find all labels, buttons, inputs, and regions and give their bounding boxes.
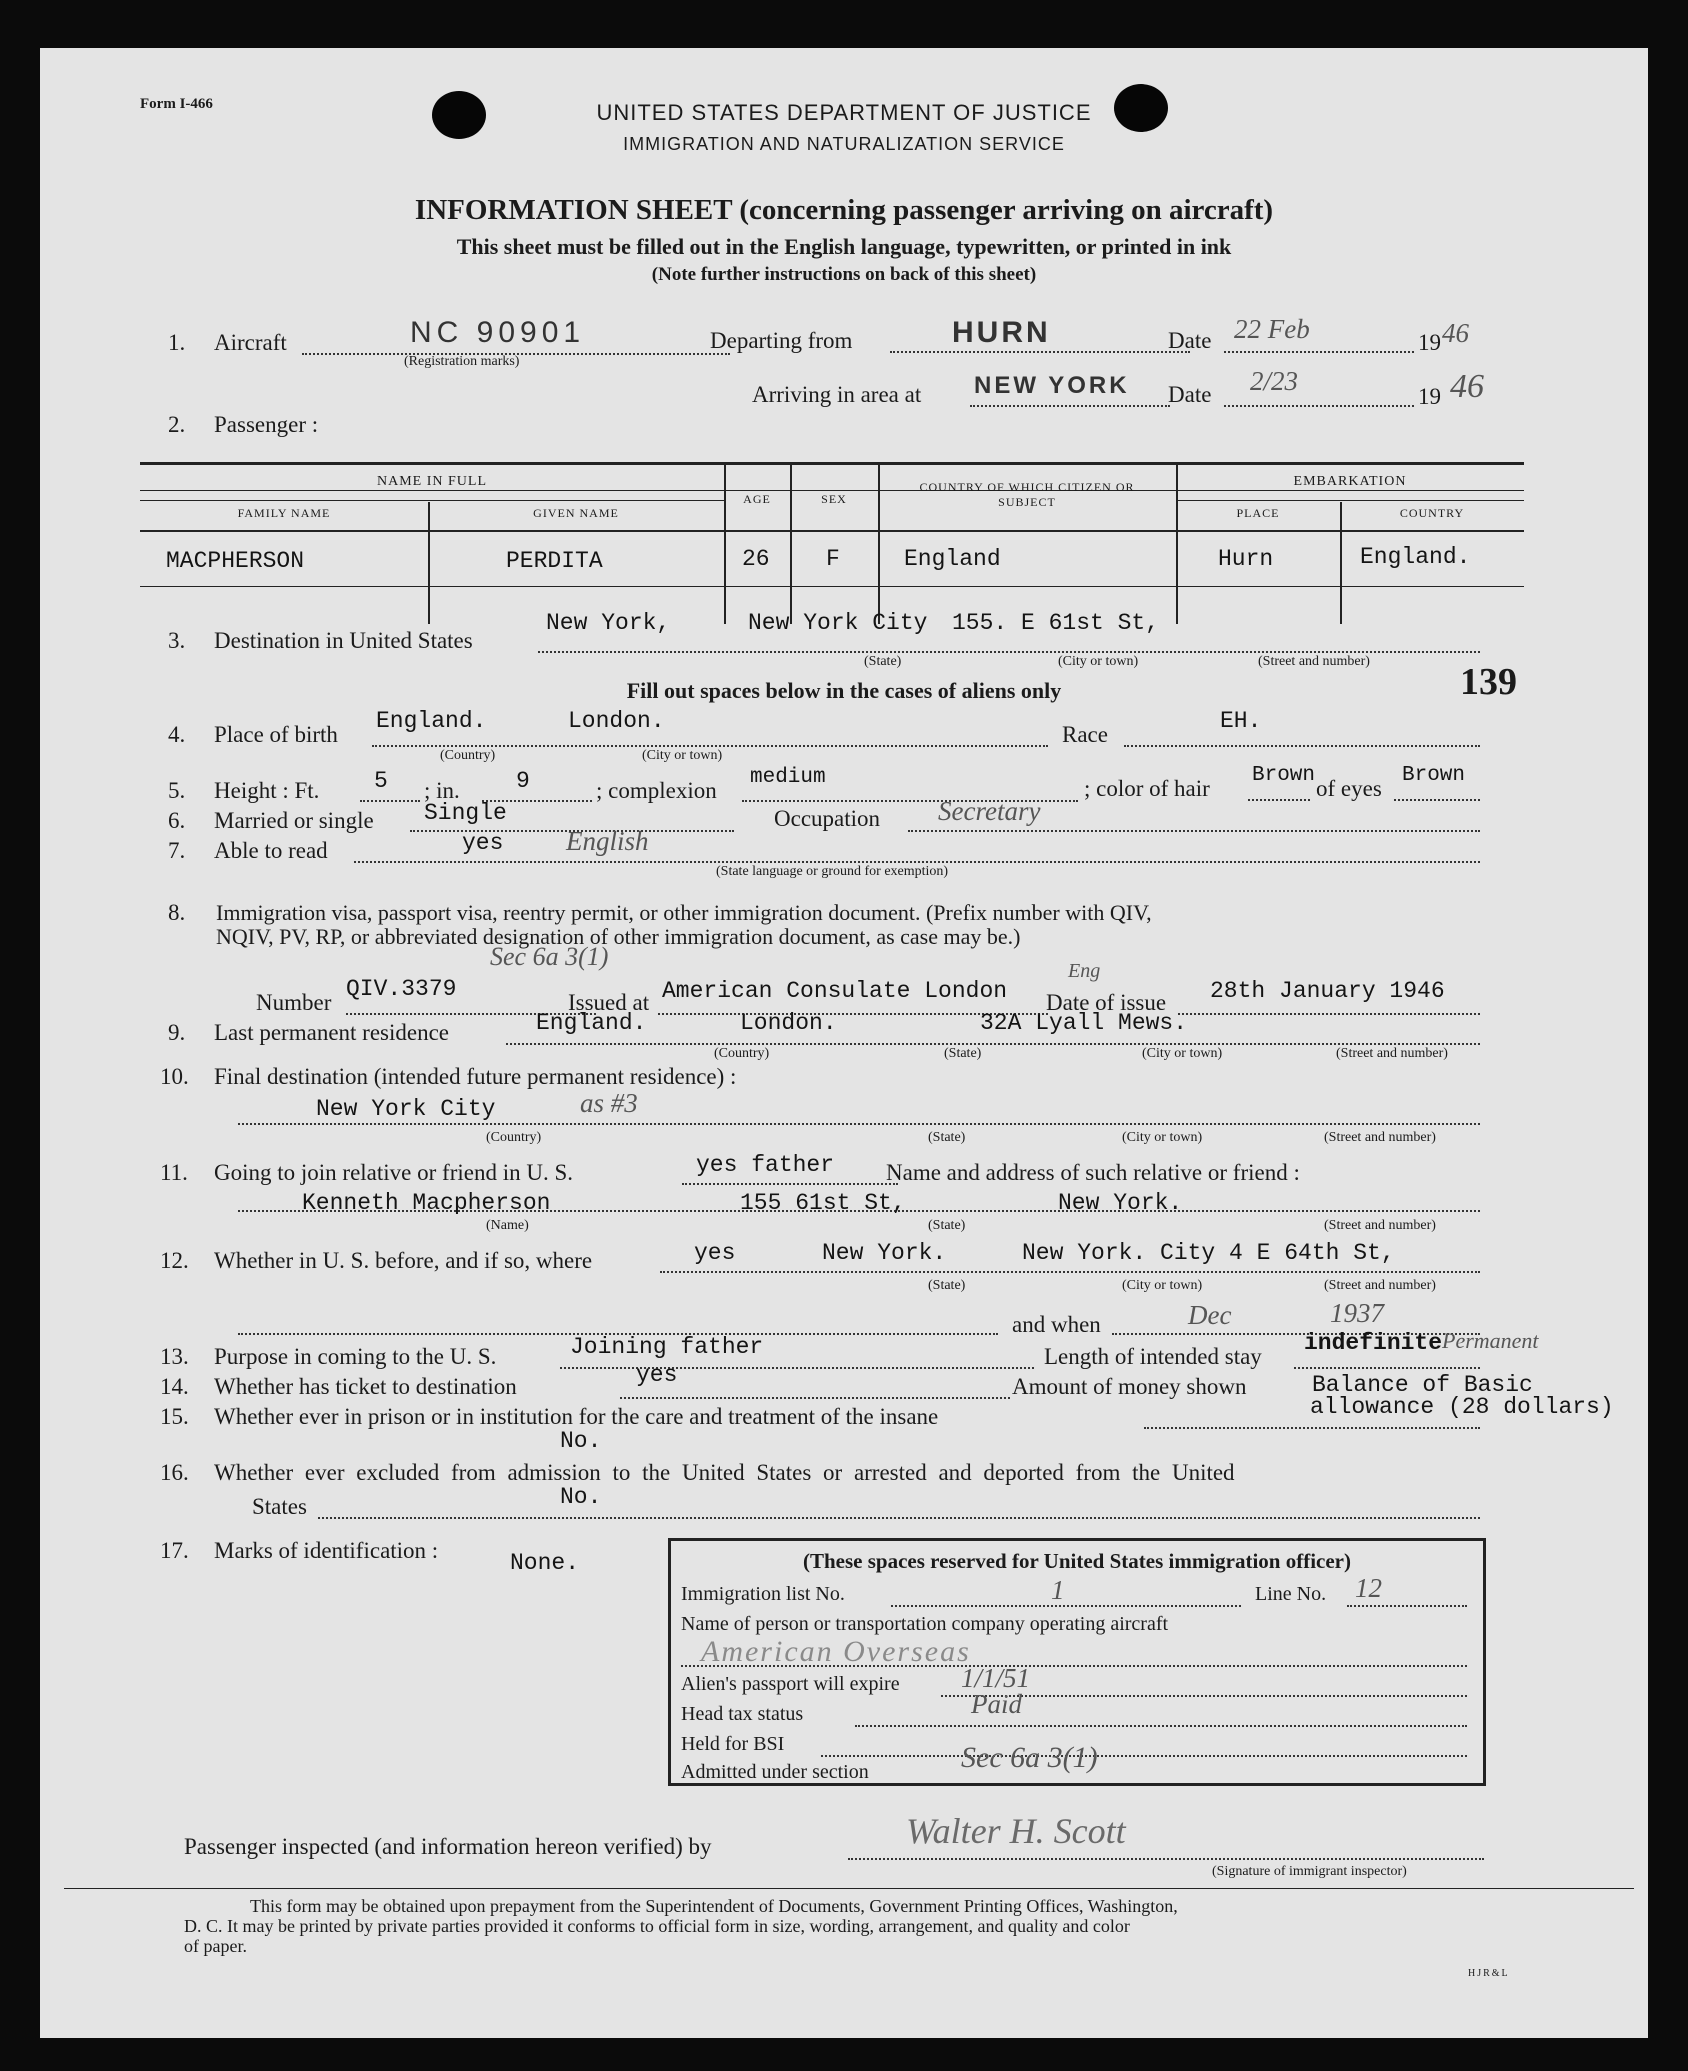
inspection-label: Passenger inspected (and information hereon verified) by	[184, 1834, 712, 1859]
departure-year-value: 46	[1442, 318, 1469, 348]
item-15-number: 15.	[160, 1404, 189, 1429]
join-label: Going to join relative or friend in U. S.	[214, 1160, 573, 1185]
visa-annotation: Sec 6a 3(1)	[490, 942, 609, 971]
previous-visit-label: Whether in U. S. before, and if so, where	[214, 1248, 593, 1273]
arrival-year-value: 46	[1450, 368, 1484, 405]
residence-label: Last permanent residence	[214, 1020, 449, 1045]
height-feet: 5	[374, 768, 388, 794]
birth-city-caption: (City or town)	[642, 748, 723, 763]
purpose-value: Joining father	[570, 1334, 764, 1360]
issued-at-note: Eng	[1068, 960, 1101, 982]
arriving-value: NEW YORK	[974, 372, 1130, 399]
relative-name: Kenneth Macpherson	[302, 1190, 551, 1216]
name-in-full-header: NAME IN FULL	[377, 474, 487, 489]
place-header: PLACE	[1236, 506, 1280, 520]
inches-label: ; in.	[424, 778, 460, 803]
passenger-label: Passenger :	[214, 412, 319, 437]
registration-caption: (Registration marks)	[404, 354, 520, 369]
excluded-label-1: Whether ever excluded from admission to the United States or arrested and deported from the United	[214, 1460, 1235, 1485]
item-10-number: 10.	[160, 1064, 189, 1089]
money-label: Amount of money shown	[1012, 1374, 1247, 1399]
identification-value: None.	[510, 1550, 580, 1576]
country-citizen-header: COUNTRY OF WHICH CITIZEN OR SUBJECT	[919, 480, 1135, 509]
final-city-caption: (City or town)	[1122, 1130, 1203, 1145]
money-value-2: allowance (28 dollars)	[1310, 1394, 1614, 1420]
purpose-label: Purpose in coming to the U. S.	[214, 1344, 497, 1369]
complexion-value: medium	[750, 766, 826, 789]
destination-city-caption: (City or town)	[1058, 654, 1139, 669]
visa-number-label: Number	[256, 990, 332, 1015]
aircraft-label: Aircraft	[214, 330, 287, 355]
item-16-number: 16.	[160, 1460, 189, 1485]
item-7-number: 7.	[168, 838, 186, 863]
birth-country-caption: (Country)	[440, 748, 496, 763]
item-4-number: 4.	[168, 722, 186, 747]
destination-street: 155. E 61st St,	[952, 610, 1160, 636]
destination-city: New York City	[748, 610, 928, 636]
residence-street-caption: (Street and number)	[1336, 1046, 1448, 1061]
given-name-value: PERDITA	[506, 548, 603, 574]
sex-header: SEX	[821, 492, 847, 506]
footer-line-1: This form may be obtained upon prepayment from the Superintendent of Documents, Government Printing Offices, Washington,	[250, 1896, 1178, 1916]
embark-country-value: England.	[1360, 544, 1471, 570]
issue-date-label: Date of issue	[1046, 990, 1167, 1015]
item-14-number: 14.	[160, 1374, 189, 1399]
height-label: Height : Ft.	[214, 778, 320, 803]
destination-state: New York,	[546, 610, 671, 636]
item-2-number: 2.	[168, 412, 186, 437]
page-number: 139	[1460, 661, 1517, 703]
eyes-label: of eyes	[1316, 776, 1382, 801]
item-13-number: 13.	[160, 1344, 189, 1369]
previous-city-caption: (City or town)	[1122, 1278, 1203, 1293]
eyes-value: Brown	[1402, 764, 1466, 787]
admitted-value: Sec 6a 3(1)	[961, 1741, 1098, 1774]
head-tax-label: Head tax status	[681, 1703, 804, 1725]
family-name-header: FAMILY NAME	[237, 506, 331, 520]
final-destination-note: as #3	[580, 1088, 638, 1118]
hair-label: ; color of hair	[1084, 776, 1210, 801]
issue-date-value: 28th January 1946	[1210, 978, 1445, 1004]
join-value: yes father	[696, 1152, 835, 1178]
issued-at-value: American Consulate London	[662, 978, 1008, 1004]
officer-box	[668, 1538, 1486, 1786]
birthplace-label: Place of birth	[214, 722, 338, 747]
citizen-country-value: England	[904, 546, 1001, 572]
read-caption: (State language or ground for exemption)	[716, 864, 949, 879]
race-label: Race	[1062, 722, 1108, 747]
birth-city: London.	[568, 708, 665, 734]
final-country-caption: (Country)	[486, 1130, 542, 1145]
previous-visit-value: yes	[694, 1240, 736, 1266]
issued-at-label: Issued at	[568, 990, 650, 1015]
item-17-number: 17.	[160, 1538, 189, 1563]
aliens-heading: Fill out spaces below in the cases of aliens only	[626, 678, 1062, 703]
excluded-label-2: States	[252, 1494, 307, 1519]
residence-country-caption: (Country)	[714, 1046, 770, 1061]
operator-label: Name of person or transportation company operating aircraft	[681, 1613, 1169, 1635]
footer-line-2: D. C. It may be printed by private parties provided it conforms to official form in size, wording, arrangement, and quality and color	[184, 1916, 1130, 1936]
embark-country-header: COUNTRY	[1399, 506, 1465, 520]
head-tax-value: Paid	[971, 1689, 1022, 1719]
arrival-date-value: 2/23	[1250, 366, 1299, 396]
inspector-signature: Walter H. Scott	[906, 1811, 1126, 1851]
visa-text-2: NQIV, PV, RP, or abbreviated designation of other immigration document, as case may be.)	[216, 924, 1021, 949]
item-8-number: 8.	[168, 900, 186, 925]
admitted-label: Admitted under section	[681, 1761, 869, 1783]
stay-note: Permanent	[1442, 1328, 1539, 1353]
money-value-1: Balance of Basic	[1312, 1372, 1533, 1398]
item-6-number: 6.	[168, 808, 186, 833]
read-label: Able to read	[214, 838, 328, 863]
married-value: Single	[424, 800, 507, 826]
passport-expire-value: 1/1/51	[961, 1663, 1031, 1693]
operator-value: American Overseas	[701, 1635, 971, 1668]
destination-street-caption: (Street and number)	[1258, 654, 1370, 669]
residence-city-caption: (City or town)	[1142, 1046, 1223, 1061]
form-number: Form I-466	[140, 96, 213, 112]
item-3-number: 3.	[168, 628, 186, 653]
prison-value: No.	[560, 1428, 602, 1454]
aircraft-value: NC 90901	[410, 316, 586, 349]
embark-place-value: Hurn	[1218, 546, 1274, 572]
given-name-header: GIVEN NAME	[533, 506, 619, 520]
relative-city: New York.	[1058, 1190, 1183, 1216]
footer-line-3: of paper.	[184, 1936, 247, 1956]
when-year: 1937	[1330, 1298, 1384, 1328]
previous-visit-city: New York. City 4 E 64th St,	[1022, 1240, 1395, 1266]
relative-name-caption: (Name)	[486, 1218, 529, 1233]
identification-label: Marks of identification :	[214, 1538, 439, 1563]
relative-label: Name and address of such relative or friend :	[886, 1160, 1300, 1185]
form-subtitle: This sheet must be filled out in the English language, typewritten, or printed in ink	[456, 234, 1232, 259]
residence-state: London.	[740, 1010, 837, 1036]
form-sheet	[40, 48, 1648, 2038]
residence-country: England.	[536, 1010, 647, 1036]
embarkation-header: EMBARKATION	[1293, 474, 1407, 489]
race-value: EH.	[1220, 708, 1262, 734]
residence-state-caption: (State)	[944, 1046, 982, 1061]
stay-label: Length of intended stay	[1044, 1344, 1262, 1369]
list-no-label: Immigration list No.	[681, 1583, 845, 1605]
sex-value: F	[826, 546, 840, 572]
when-month: Dec	[1188, 1300, 1232, 1330]
age-header: AGE	[743, 492, 771, 506]
residence-street: 32A Lyall Mews.	[980, 1010, 1188, 1036]
passport-expire-label: Alien's passport will expire	[681, 1673, 900, 1695]
married-label: Married or single	[214, 808, 374, 833]
occupation-value: Secretary	[938, 796, 1041, 826]
height-inches: 9	[516, 768, 530, 794]
relative-street-caption: (Street and number)	[1324, 1218, 1436, 1233]
final-destination-value: New York City	[316, 1096, 496, 1122]
previous-state-caption: (State)	[928, 1278, 966, 1293]
destination-label: Destination in United States	[214, 628, 473, 653]
final-destination-label: Final destination (intended future permanent residence) :	[214, 1064, 737, 1089]
complexion-label: ; complexion	[596, 778, 717, 803]
item-9-number: 9.	[168, 1020, 186, 1045]
service-name: IMMIGRATION AND NATURALIZATION SERVICE	[623, 134, 1065, 154]
item-11-number: 11.	[160, 1160, 188, 1185]
printer-mark: HJR&L	[1468, 1968, 1510, 1979]
signature-caption: (Signature of immigrant inspector)	[1212, 1864, 1407, 1879]
arrival-year-prefix: 19	[1418, 384, 1441, 409]
previous-street-caption: (Street and number)	[1324, 1278, 1436, 1293]
read-value: yes	[462, 830, 504, 856]
family-name-value: MACPHERSON	[166, 548, 305, 574]
departing-label: Departing from	[710, 328, 853, 353]
read-language: English	[566, 826, 649, 856]
departure-year-prefix: 19	[1418, 330, 1441, 355]
list-no-value: 1	[1051, 1575, 1065, 1605]
department-name: UNITED STATES DEPARTMENT OF JUSTICE	[596, 100, 1092, 125]
relative-state-caption: (State)	[928, 1218, 966, 1233]
prison-label: Whether ever in prison or in institution for the care and treatment of the insane	[214, 1404, 939, 1429]
item-12-number: 12.	[160, 1248, 189, 1273]
officer-box-title: (These spaces reserved for United States immigration officer)	[802, 1549, 1351, 1573]
form-title: INFORMATION SHEET (concerning passenger arriving on aircraft)	[414, 194, 1274, 226]
departing-value: HURN	[952, 316, 1051, 349]
arriving-label: Arriving in area at	[752, 382, 922, 407]
stay-value: indefinite	[1304, 1330, 1443, 1356]
final-state-caption: (State)	[928, 1130, 966, 1145]
final-street-caption: (Street and number)	[1324, 1130, 1436, 1145]
departure-date-value: 22 Feb	[1234, 314, 1310, 344]
visa-text-1: Immigration visa, passport visa, reentry permit, or other immigration document. (Prefix number with QIV,	[216, 900, 1152, 925]
line-no-value: 12	[1355, 1573, 1382, 1603]
form-note: (Note further instructions on back of this sheet)	[651, 264, 1037, 285]
arrival-date-label: Date	[1168, 382, 1212, 407]
line-no-label: Line No.	[1255, 1583, 1327, 1605]
item-1-number: 1.	[168, 330, 186, 355]
excluded-value: No.	[560, 1484, 602, 1510]
hair-value: Brown	[1252, 764, 1316, 787]
birth-country: England.	[376, 708, 487, 734]
departure-date-label: Date	[1168, 328, 1212, 353]
item-5-number: 5.	[168, 778, 186, 803]
when-label: and when	[1012, 1312, 1101, 1337]
relative-street: 155 61st St,	[740, 1190, 906, 1216]
ticket-label: Whether has ticket to destination	[214, 1374, 517, 1399]
previous-visit-state: New York.	[822, 1240, 947, 1266]
bsi-label: Held for BSI	[681, 1733, 785, 1755]
visa-number: QIV.3379	[346, 976, 457, 1002]
destination-state-caption: (State)	[864, 654, 902, 669]
occupation-label: Occupation	[774, 806, 881, 831]
age-value: 26	[742, 546, 770, 572]
ticket-value: yes	[636, 1362, 678, 1388]
